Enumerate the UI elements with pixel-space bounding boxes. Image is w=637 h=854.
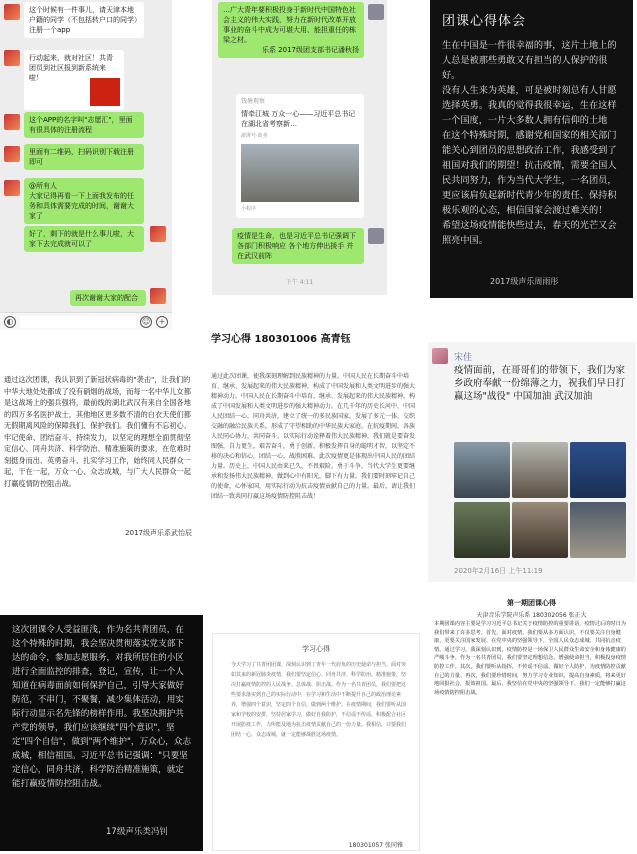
document-page [430, 598, 633, 851]
chat-bubble: 疫情是生命，也是习近平总书记强调下 各部门积极响应 各个地方伸出援手 并在武汉前阵 [232, 228, 364, 264]
notes-title: 学习心得 [302, 645, 330, 653]
plus-icon[interactable]: + [156, 316, 168, 328]
chat-input-bar[interactable] [0, 312, 172, 330]
post-photo[interactable] [454, 442, 510, 498]
card-source: 钱塘观察 [241, 98, 266, 105]
chat-screenshot-1 [0, 0, 172, 330]
card-body: 这次团课令人受益匪浅，作为名共青团员，在这个特殊的时期，我会坚决贯彻落实党支部下达的命令，参加志愿服务，对我所居住的小区进行全面监控的排查，登记，宣传，让一个人知道在病毒面前如何保护自己，引导大家做好防范，不串门，不聚餐，减少集体活动，用实际行动显示名先锋的榜样作用。我坚决拥护共产党的领导，我们应该继续"四个意识"，坚定"四个自信"，做到"两个维护"，万众心，众志成城，相信祖国。习近平总书记强调："只要坚定信心，同舟共济，科学防治精准施策，就定能打赢疫情防控阻击战。 [12, 625, 192, 789]
message-signature: 乐系 2017级团支部书记潘秋扬 [261, 46, 359, 54]
chat-bubble: 再次谢谢大家的配合 [70, 290, 146, 306]
notes-body: 今天学习了共青团团课，深刻认识到了青年一代肩负的历史使命与担当。面对突如其来的新冠肺炎疫情，我们要坚定信心、同舟共济、科学防治、精准施策，坚决打赢疫情防控的人民战争、总体战、阻击战。作为一名共青团员，我们要把这些要求落实到自己的实际行动中，在学习和生活中不断提升自己的政治理论素养，增强四个意识，坚定四个自信，做到两个维护。在疫情期间，我们要听从国家和学校的安排，坚持居家学习，做好自我防护，不信谣不传谣，积极配合社区开展防疫工作，力所能及地为抗击疫情贡献自己的一份力量。我相信，只要我们团结一心，众志成城，就一定能够战胜这场疫情。 [231, 662, 407, 738]
card-signature: 2017级声乐周雨彤 [490, 277, 559, 286]
avatar [150, 288, 166, 304]
chat-screenshot-2 [212, 0, 387, 295]
chat-bubble: 这个时候有一件事儿，请天津本地户籍的同学（不包括转户口的同学）注册一个app [24, 2, 144, 38]
avatar [432, 348, 448, 364]
avatar [150, 226, 166, 242]
notes-title: 学习心得 180301006 高青钰 [211, 334, 351, 345]
avatar [4, 180, 20, 196]
avatar [368, 4, 384, 20]
social-post [428, 342, 636, 582]
avatar [368, 228, 384, 244]
avatar [4, 114, 20, 130]
avatar [4, 50, 20, 66]
post-photo[interactable] [454, 502, 510, 558]
card-photo [241, 144, 359, 202]
card-footer: 小程序 [241, 206, 257, 212]
chat-bubble [218, 2, 364, 58]
notes-body: 通过此次团课，使我深刻理解到民族精神的力量。中国人民在长期奋斗中培育、继承、发展起来的伟大民族精神，构成了中国发展和人类文明进步的强大精神动力。中国人民在长期奋斗中培育、继承、发展起来的伟大民族精神，构成了中国发展和人类文明进步的强大精神动力。在几千年的历史长河中，中国人民团结一心，同舟共济，建立了统一的多民族国家，发展了多元一体、交织交融的融洽民族关系，形成了守望相助的中华民族大家庭。在抗疫期间，各族人民同心协力，共同奋斗，以实际行动诠释着伟大民族精神，我们就是要奋发图强，自力更生，艰苦奋斗，勇于创新，积极发挥自身的聪明才智，以坚定不移的决心和信心，团结一心，战胜困难。此次疫情更是体现出中国人民的团结力量。历史上，中国人民由来已久，不畏艰险，勇于斗争。当代大学生更要继承和发扬伟大民族精神，做到心中有阳光，脚下有力量。我们要时刻牢记自己的使命，心怀家国，用实际行动为抗击疫情贡献自己的力量。最后，请让我们团结一致共同打赢这场疫情防控阻击战！ [211, 373, 416, 500]
avatar [4, 4, 20, 20]
link-card[interactable] [24, 50, 124, 110]
post-time: 2020年2月16日 上午11:19 [454, 567, 543, 575]
link-card-text: 行动起来，就对社区！共青团员到社区报到新系统来啦！ [29, 54, 113, 82]
chat-bubble: 里面有二维码，扫码识别下载注册即可 [24, 144, 144, 170]
post-photo[interactable] [570, 502, 626, 558]
message-input[interactable] [20, 316, 136, 328]
post-photo[interactable] [512, 442, 568, 498]
card-body: 通过这次团课，我认识到了新冠状病毒的"袭击"，让我们的中华大地处处都成了没有硝烟的战场，而每一名中华儿女都是这战场上的强兵强将，最前线的湖北武汉有来自全国各地的四万多名医护战士，其他地区更多数不清的白衣天使们都无假期离风险的保障我们、保护我们。我们懂有不忘初心、牢记使命、团结奋斗、持续发力，以坚定的理想全面贯彻坚定信心、同舟共济、科学防治、精准施策的要求，在危难时刻挺身而出、英勇奋斗、扎实学习工作，始终同人民群众一起，干在一起，万众一心、众志成城，与广大人民群众一起打赢疫情防控阻击战。 [4, 375, 191, 488]
message-text: …广大青年要积极投身于新时代中国特色社会主义的伟大实践，努力在新时代改革开放事业的奋斗中成为可堪大用、能担重任的栋梁之材。 [223, 6, 356, 44]
card-thumbnail [90, 78, 120, 106]
post-photo[interactable] [570, 442, 626, 498]
study-notes [211, 330, 419, 630]
card-body: 生在中国是一件很幸福的事，这片土地上的人总是被那些勇敢又有担当的人保护的很好。 没有人生来为英雄，可是被时刻总有人甘愿选择英勇。我真的觉得我很幸运，生在这样一个国度，一片大多数人拥有信仰的土地 在这个特殊时期，感谢党和国家的相关部门能关心到团员的思想政治工作，我感受到了祖国对我们的期望！抗击疫情，需要全国人民共同努力，作为当代大学生，一名团员，更应该肩负起新时代青少年的责任、保持积极乐观的心态，相信国家会渡过难关的！ 希望这场疫情能快些过去，春天的光芒又会照亮中国。 [442, 40, 617, 246]
document-body: 本期团课内容主要是学习习近平总书记关于疫情防控的重要讲话，疫情过后的时日为我们带来了许多思考。首先，面对疫情，我们要从多方面认识，不仅要关注自身健康，更要关注国家发展。在党中央的坚强领导下，全国人民众志成城，共同抗击疫情。通过学习，我深刻认识到，疫情防控是一场保卫人民群众生命安全和身体健康的严峻斗争。作为一名共青团员，我们要坚定理想信念，增强使命担当，积极投身疫情防控工作。其次，我们要听从指挥，不传谣不信谣，做好个人防护，为疫情防控贡献自己的力量。再次，我们要珍惜时间，努力学习专业知识，提高自身素质，将来更好地回报社会，报效祖国。最后，我坚信在党中央的坚强领导下，我们一定能够打赢这场疫情防控阻击战。 [434, 621, 626, 696]
card-title: 团课心得体会 [442, 14, 527, 29]
post-photo[interactable] [512, 502, 568, 558]
handwritten-notes [212, 633, 420, 851]
document-title: 第一期团课心得 [507, 599, 556, 607]
card-signature: 2017级声乐系武怡辰 [125, 529, 192, 537]
avatar [4, 146, 20, 162]
chat-bubble: 好了，剩下的就是什么事儿啦，大家下去完成就可以了 [24, 226, 144, 252]
reflection-card-dark [430, 0, 633, 298]
timestamp: 下午 4:11 [285, 279, 314, 286]
reflection-text-1 [0, 368, 200, 548]
card-title: 情牵江城 万众一心——习近平总书记在湖北省考察新… [241, 110, 356, 128]
reflection-card-black [0, 615, 203, 851]
poster-name[interactable]: 宋佳 [454, 353, 473, 363]
chat-bubble: @所有人 大家记得再看一下上面我发布的任务和具体需要完成的时间，谢谢大家了 [24, 178, 144, 224]
post-text: 疫情面前，在哥哥们的带领下，我们为家乡政府奉献一份绵薄之力，祝我们早日打赢这场"战役" 中国加油 武汉加油 [454, 365, 626, 402]
chat-bubble: 这个APP的名字叫"志愿汇"，里面有很具体的注册流程 [24, 112, 144, 138]
mini-program-card[interactable] [236, 94, 364, 218]
document-subtitle: 天津音乐学院声乐系 180302056 张正大 [476, 612, 587, 619]
voice-icon[interactable]: ◐ [4, 316, 16, 328]
emoji-icon[interactable]: ☺ [141, 317, 151, 326]
notes-signature: 180301057 张同雅 [348, 842, 403, 849]
card-site: 澎湃号·政务 [241, 133, 268, 139]
card-signature: 17级声乐类冯钊 [106, 827, 168, 837]
